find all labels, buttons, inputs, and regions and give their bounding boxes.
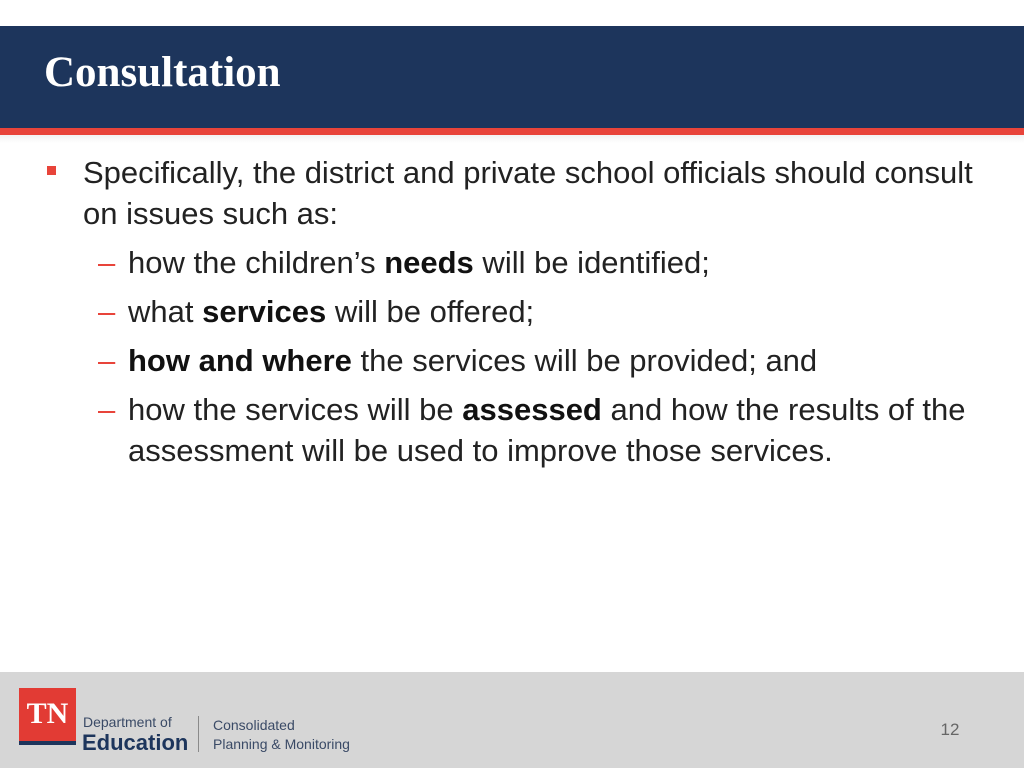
- education-label: Education: [82, 730, 189, 755]
- sub-bullet-services: [98, 291, 978, 332]
- sub-bullet-text: what services will be offered;: [128, 294, 535, 329]
- dash-bullet-icon: –: [98, 343, 116, 378]
- dash-bullet-icon: –: [98, 245, 116, 280]
- program-label-line1: Consolidated: [213, 717, 295, 733]
- tn-logo-underline: [19, 741, 76, 745]
- intro-paragraph: Specifically, the district and private school officials should consult on issues such as:: [83, 155, 973, 231]
- page-number: 12: [940, 720, 960, 739]
- tn-logo-icon: TN: [19, 688, 76, 745]
- title-accent-rule: [0, 128, 1024, 135]
- sub-bullet-how-where: [98, 340, 978, 381]
- department-label: Department of: [83, 714, 172, 730]
- footer-divider: [198, 716, 199, 752]
- title-shadow: [0, 135, 1024, 143]
- sub-bullet-text: how the children’s needs will be identified;: [128, 245, 710, 280]
- program-label-line2: Planning & Monitoring: [213, 736, 350, 752]
- slide-title: Consultation: [44, 49, 281, 96]
- sub-bullet-assessed: [98, 389, 978, 471]
- sub-bullet-text: how the services will be assessed and how the results of the assessment will be used to improve those services.: [128, 392, 966, 468]
- dash-bullet-icon: –: [98, 392, 116, 427]
- sub-bullet-needs: [98, 242, 978, 283]
- square-bullet-icon: [47, 166, 56, 175]
- sub-bullet-text: how and where the services will be provided; and: [128, 343, 818, 378]
- dash-bullet-icon: –: [98, 294, 116, 329]
